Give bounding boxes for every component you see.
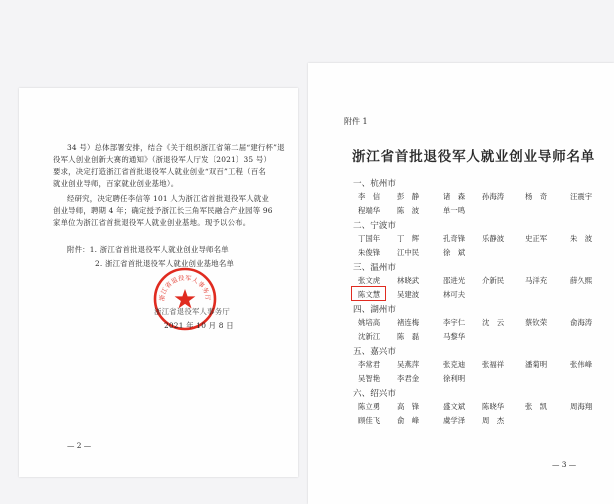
mentor-name: 徐利明 bbox=[443, 374, 466, 383]
right-document-page bbox=[308, 63, 614, 504]
mentor-name: 孔奇锋 bbox=[443, 234, 466, 243]
mentor-name: 姚培高 bbox=[358, 318, 381, 327]
mentor-name: 朱俊锋 bbox=[358, 248, 381, 257]
mentor-name: 杨 奇 bbox=[525, 192, 548, 201]
mentor-name: 陈 波 bbox=[397, 206, 420, 215]
mentor-name: 诸 森 bbox=[443, 192, 466, 201]
mentor-name: 张克迪 bbox=[443, 360, 466, 369]
mentor-name: 俞 峰 bbox=[397, 416, 420, 425]
mentor-name: 林晓武 bbox=[397, 276, 420, 285]
mentor-name: 吴燕萍 bbox=[397, 360, 420, 369]
attachment-line-2: 2. 浙江省首批退役军人就业创业基地名单 bbox=[95, 259, 235, 268]
issuer-name: 浙江省退役军人事务厅 bbox=[154, 307, 230, 316]
mentor-name: 沈 云 bbox=[482, 318, 505, 327]
mentor-name: 李常君 bbox=[358, 360, 381, 369]
mentor-name: 单一鸣 bbox=[443, 206, 466, 215]
body-line-7: 家单位为浙江省首批退役军人就业创业基地。现予以公布。 bbox=[53, 218, 251, 227]
mentor-name: 李宇仁 bbox=[443, 318, 466, 327]
mentor-name: 周 杰 bbox=[482, 416, 505, 425]
mentor-name: 李 信 bbox=[358, 192, 381, 201]
annex-label: 附件 1 bbox=[344, 117, 368, 126]
mentor-name: 彭 静 bbox=[397, 192, 420, 201]
mentor-name: 俞海涛 bbox=[570, 318, 593, 327]
mentor-name: 史正军 bbox=[525, 234, 548, 243]
mentor-name: 马洋充 bbox=[525, 276, 548, 285]
mentor-name: 邵进光 bbox=[443, 276, 466, 285]
document-title: 浙江省首批退役军人就业创业导师名单 bbox=[352, 149, 596, 165]
mentor-name: 沈新江 bbox=[358, 332, 381, 341]
body-line-2: 役军人创业创新大赛的通知》（浙退役军人厅发〔2021〕35 号） bbox=[53, 155, 272, 164]
mentor-name: 张文虎 bbox=[358, 276, 381, 285]
left-page-number: — 2 — bbox=[67, 441, 92, 450]
mentor-name: 潘菊明 bbox=[525, 360, 548, 369]
mentor-name: 介新民 bbox=[482, 276, 505, 285]
mentor-name: 程端华 bbox=[358, 206, 381, 215]
body-line-4: 就业创业导师，百家就业创业基地）。 bbox=[53, 179, 179, 188]
mentor-name: 张伟峰 bbox=[570, 360, 593, 369]
mentor-name: 褚连梅 bbox=[397, 318, 420, 327]
mentor-name: 江中民 bbox=[397, 248, 420, 257]
section-heading: 一、杭州市 bbox=[353, 179, 396, 189]
mentor-name: 孙海涛 bbox=[482, 192, 505, 201]
right-page-number: — 3 — bbox=[552, 460, 577, 469]
seal-text: 浙江省退役军人事务厅 bbox=[158, 274, 212, 302]
body-line-6: 创业导师，聘期 4 年；确定授予浙江长三角军民融合产业园等 96 bbox=[53, 206, 273, 215]
body-line-5: 经研究，决定聘任李信等 101 人为浙江省首批退役军人就业 bbox=[67, 194, 269, 203]
body-line-1: 34 号）总体部署安排，结合《关于组织浙江省第二届“建行杯”退 bbox=[67, 143, 285, 152]
mentor-name: 盛文斌 bbox=[443, 402, 466, 411]
issue-date: 2021 年 10 月 8 日 bbox=[164, 321, 234, 330]
mentor-name: 张 凯 bbox=[525, 402, 548, 411]
mentor-name: 陈 磊 bbox=[397, 332, 420, 341]
mentor-name: 薛久熙 bbox=[570, 276, 593, 285]
mentor-name: 丁国年 bbox=[358, 234, 381, 243]
mentor-name: 汪震宇 bbox=[570, 192, 593, 201]
mentor-name: 陈晓华 bbox=[482, 402, 505, 411]
mentor-name: 张福祥 bbox=[482, 360, 505, 369]
mentor-name: 陈立勇 bbox=[358, 402, 381, 411]
mentor-name: 虞学泽 bbox=[443, 416, 466, 425]
mentor-name: 林可夫 bbox=[443, 290, 466, 299]
section-heading: 三、温州市 bbox=[353, 263, 396, 273]
mentor-name: 朱 波 bbox=[570, 234, 593, 243]
section-heading: 二、宁波市 bbox=[353, 221, 396, 231]
mentor-name: 顾佳飞 bbox=[358, 416, 381, 425]
section-heading: 四、湖州市 bbox=[353, 305, 396, 315]
section-heading: 六、绍兴市 bbox=[353, 389, 396, 399]
mentor-name: 周海翔 bbox=[570, 402, 593, 411]
mentor-name: 丁 辉 bbox=[397, 234, 420, 243]
mentor-name: 吴智艳 bbox=[358, 374, 381, 383]
mentor-name: 李君金 bbox=[397, 374, 420, 383]
mentor-name: 陈文慧 bbox=[358, 290, 381, 299]
mentor-name: 吴建波 bbox=[397, 290, 420, 299]
mentor-name: 徐 斌 bbox=[443, 248, 466, 257]
mentor-name: 高 锋 bbox=[397, 402, 420, 411]
body-line-3: 要求，决定打造浙江省首批退役军人就业创业“双百”工程（百名 bbox=[53, 167, 266, 176]
left-document-page bbox=[19, 88, 298, 477]
section-heading: 五、嘉兴市 bbox=[353, 347, 396, 357]
mentor-name: 马黎华 bbox=[443, 332, 466, 341]
mentor-name: 乐静波 bbox=[482, 234, 505, 243]
highlight-box bbox=[351, 286, 386, 301]
attachment-line-1: 附件：1. 浙江省首批退役军人就业创业导师名单 bbox=[67, 245, 229, 254]
mentor-name: 蔡钦荣 bbox=[525, 318, 548, 327]
